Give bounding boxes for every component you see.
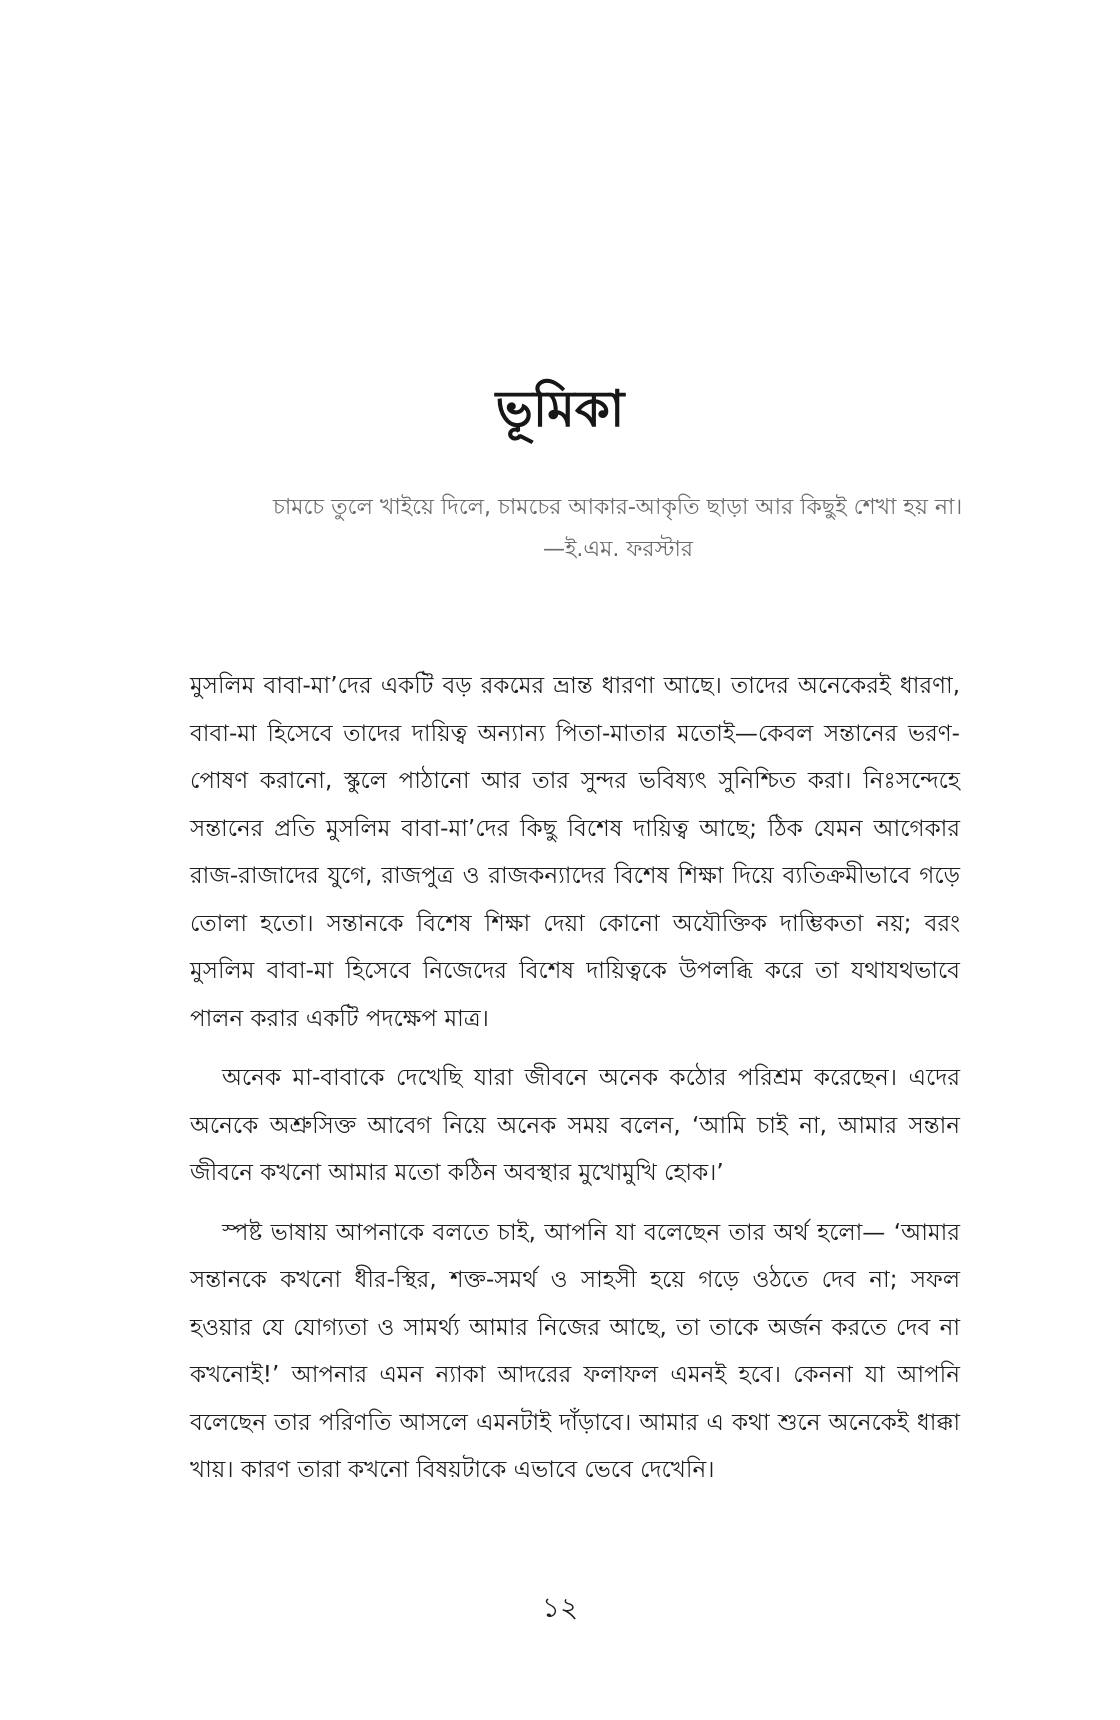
page-number: ১২: [541, 1591, 579, 1624]
body-text: [190, 663, 960, 1507]
paragraph-3: স্পষ্ট ভাষায় আপনাকে বলতে চাই, আপনি যা বলেছেন তার অর্থ হলো— ‘আমার সন্তানকে কখনো ধীর-স্থির, শক্ত-সমর্থ ও সাহসী হয়ে গড়ে ওঠতে দেব না; সফল হওয়ার যে যোগ্যতা ও সামর্থ্য আমার নিজের আছে, তা তাকে অর্জন করতে দেব না কখনোই!’ আপনার এমন ন্যাকা আদরের ফলাফল এমনই হবে। কেননা যা আপনি বলেছেন তার পরিণতি আসলে এমনটাই দাঁড়াবে। আমার এ কথা শুনে অনেকেই ধাক্কা খায়। কারণ তারা কখনো বিষয়টাকে এভাবে ভেবে দেখেনি।: [190, 1219, 960, 1483]
paragraph-1: মুসলিম বাবা-মা’দের একটি বড় রকমের ভ্রান্ত ধারণা আছে। তাদের অনেকেরই ধারণা, বাবা-মা হিসেবে তাদের দায়িত্ব অন্যান্য পিতা-মাতার মতোই—কেবল সন্তানের ভরণ-পোষণ করানো, স্কুলে পাঠানো আর তার সুন্দর ভবিষ্যৎ সুনিশ্চিত করা। নিঃসন্দেহে সন্তানের প্রতি মুসলিম বাবা-মা’দের কিছু বিশেষ দায়িত্ব আছে; ঠিক যেমন আগেকার রাজ-রাজাদের যুগে, রাজপুত্র ও রাজকন্যাদের বিশেষ শিক্ষা দিয়ে ব্যতিক্রমীভাবে গড়ে তোলা হতো। সন্তানকে বিশেষ শিক্ষা দেয়া কোনো অযৌক্তিক দাম্ভিকতা নয়; বরং মুসলিম বাবা-মা হিসেবে নিজেদের বিশেষ দায়িত্বকে উপলব্ধি করে তা যথাযথভাবে পালন করার একটি পদক্ষেপ মাত্র।: [190, 673, 960, 1032]
paragraph-2: অনেক মা-বাবাকে দেখেছি যারা জীবনে অনেক কঠোর পরিশ্রম করেছেন। এদের অনেকে অশ্রুসিক্ত আবেগ নিয়ে অনেক সময় বলেন, ‘আমি চাই না, আমার সন্তান জীবনে কখনো আমার মতো কঠিন অবস্থার মুখোমুখি হোক।’: [190, 1065, 960, 1186]
epigraph: [273, 486, 963, 568]
chapter-title: ভূমিকা: [495, 379, 625, 438]
epigraph-attribution: —ই.এম. ফরস্টার: [542, 537, 693, 562]
epigraph-quote: চামচে তুলে খাইয়ে দিলে, চামচের আকার-আকৃতি ছাড়া আর কিছুই শেখা হয় না।: [273, 495, 963, 520]
